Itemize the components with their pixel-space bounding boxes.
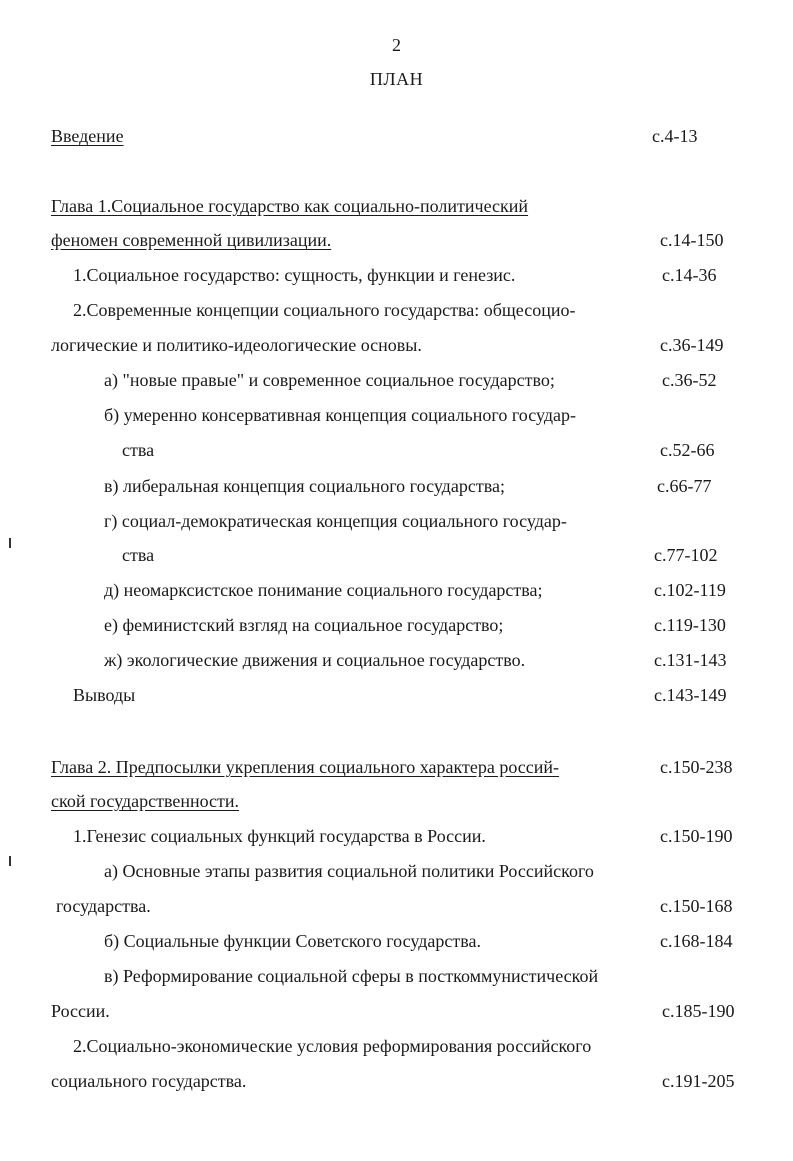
- toc-entry-page: с.150-190: [660, 826, 733, 846]
- toc-entry-text: Глава 1.Социальное государство как социально-политический: [51, 196, 529, 216]
- toc-entry-page: с.4-13: [652, 126, 698, 146]
- scan-mark: [9, 538, 11, 548]
- toc-entry-text: 1.Социальное государство: сущность, функции и генезис.: [73, 265, 516, 285]
- toc-entry-text: России.: [51, 1001, 110, 1021]
- toc-entry-page: с.150-168: [660, 896, 733, 916]
- page-title: ПЛАН: [369, 69, 424, 89]
- toc-entry-text: ж) экологические движения и социальное государство.: [104, 650, 526, 670]
- toc-entry-page: с.168-184: [660, 931, 733, 951]
- toc-entry-page: с.36-149: [660, 335, 724, 355]
- toc-entry-text: а) "новые правые" и современное социальное государство;: [104, 370, 555, 390]
- toc-entry-text: г) социал-демократическая концепция социального государ-: [104, 511, 567, 531]
- toc-entry-text: Глава 2. Предпосылки укрепления социального характера россий-: [51, 757, 560, 777]
- toc-entry-text: социального государства.: [51, 1071, 247, 1091]
- toc-entry-page: с.191-205: [662, 1071, 735, 1091]
- toc-entry-text: б) умеренно консервативная концепция социального государ-: [104, 405, 576, 425]
- toc-entry-page: с.143-149: [654, 685, 727, 705]
- toc-entry-page: с.131-143: [654, 650, 727, 670]
- toc-entry-page: с.77-102: [654, 545, 718, 565]
- toc-entry-text: ской государственности.: [51, 791, 240, 811]
- toc-entry-text: ства: [122, 545, 155, 565]
- toc-entry-text: в) либеральная концепция социального государства;: [104, 476, 505, 496]
- toc-entry-page: с.52-66: [660, 440, 715, 460]
- toc-entry-text: б) Социальные функции Советского государства.: [104, 931, 481, 951]
- toc-entry-text: логические и политико-идеологические основы.: [51, 335, 422, 355]
- toc-entry-text: 1.Генезис социальных функций государства в России.: [73, 826, 486, 846]
- toc-entry-page: с.102-119: [654, 580, 726, 600]
- scan-mark: [9, 856, 11, 866]
- toc-entry-page: с.66-77: [657, 476, 712, 496]
- toc-entry-text: д) неомарксистское понимание социального государства;: [104, 580, 543, 600]
- toc-entry-text: 2.Современные концепции социального государства: общесоцио-: [73, 300, 576, 320]
- toc-entry-page: с.150-238: [660, 757, 733, 777]
- toc-entry-text: ства: [122, 440, 155, 460]
- toc-entry-text: в) Реформирование социальной сферы в посткоммунистической: [104, 966, 599, 986]
- toc-entry-text: государства.: [56, 896, 151, 916]
- toc-entry-page: с.185-190: [662, 1001, 735, 1021]
- toc-entry-text: Выводы: [73, 685, 136, 705]
- toc-entry-page: с.36-52: [662, 370, 717, 390]
- toc-entry-text: 2.Социально-экономические условия реформирования российского: [73, 1036, 592, 1056]
- page-number: 2: [392, 35, 401, 55]
- toc-entry-page: с.14-150: [660, 230, 724, 250]
- toc-entry-text: а) Основные этапы развития социальной политики Российского: [104, 861, 594, 881]
- toc-entry-page: с.119-130: [654, 615, 726, 635]
- toc-entry-text: Введение: [51, 126, 124, 146]
- toc-entry-page: с.14-36: [662, 265, 717, 285]
- toc-entry-text: е) феминистский взгляд на социальное государство;: [104, 615, 504, 635]
- toc-entry-text: феномен современной цивилизации.: [51, 230, 332, 250]
